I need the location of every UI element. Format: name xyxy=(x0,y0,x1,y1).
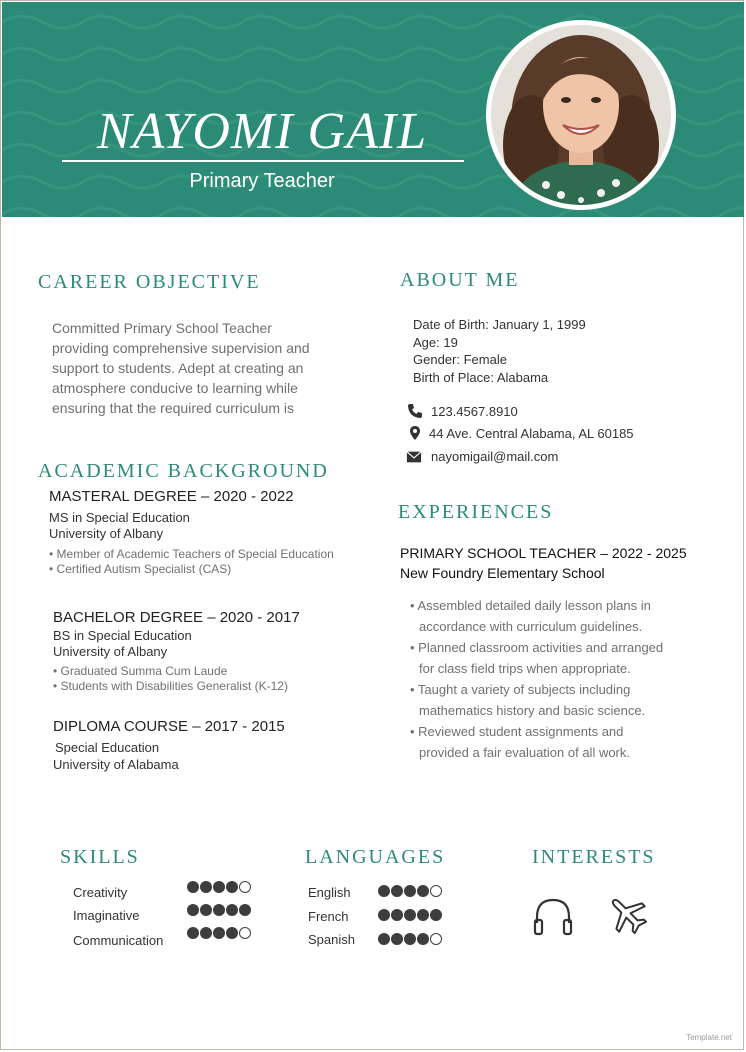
degree-school: University of Albany xyxy=(53,644,168,659)
about-dob: Date of Birth: January 1, 1999 xyxy=(413,317,586,332)
address: 44 Ave. Central Alabama, AL 60185 xyxy=(429,426,634,441)
rating-dot-filled xyxy=(200,927,212,939)
skill-label: Imaginative xyxy=(73,908,140,923)
degree-school: University of Alabama xyxy=(53,757,179,772)
about-birthplace: Birth of Place: Alabama xyxy=(413,370,549,385)
location-pin-icon xyxy=(407,425,423,441)
name-divider xyxy=(62,160,464,162)
language-rating xyxy=(378,933,442,945)
rating-dot-empty xyxy=(430,885,442,897)
language-rating xyxy=(378,909,442,921)
degree-bullet: • Students with Disabilities Generalist (K-12) xyxy=(53,679,288,693)
airplane-icon xyxy=(606,893,648,935)
degree-field: Special Education xyxy=(55,740,160,755)
rating-dot-filled xyxy=(417,885,429,897)
rating-dot-filled xyxy=(213,881,225,893)
career-objective-heading: CAREER OBJECTIVE xyxy=(38,271,261,293)
rating-dot-filled xyxy=(213,904,225,916)
experiences-heading: EXPERIENCES xyxy=(398,501,554,523)
rating-dot-filled xyxy=(226,881,238,893)
language-label: English xyxy=(308,885,351,900)
degree-field: MS in Special Education xyxy=(49,510,190,525)
job-title: Primary Teacher xyxy=(189,170,335,192)
experience-line: provided a fair evaluation of all work. xyxy=(419,745,631,760)
degree-title: DIPLOMA COURSE – 2017 - 2015 xyxy=(53,718,285,735)
language-rating xyxy=(378,885,442,897)
about-heading: ABOUT ME xyxy=(400,269,520,291)
degree-school: University of Albany xyxy=(49,526,164,541)
person-name: NAYOMI GAIL xyxy=(96,103,428,160)
skill-rating xyxy=(187,904,251,916)
rating-dot-filled xyxy=(200,904,212,916)
degree-title: MASTERAL DEGREE – 2020 - 2022 xyxy=(49,488,294,505)
experience-line: • Reviewed student assignments and xyxy=(410,724,624,739)
skill-rating xyxy=(187,881,251,893)
career-objective-text xyxy=(52,318,352,418)
rating-dot-filled xyxy=(404,909,416,921)
objective-line: support to students. Adept at creating an xyxy=(52,360,304,376)
envelope-icon xyxy=(406,449,422,465)
language-label: French xyxy=(308,909,349,924)
rating-dot-filled xyxy=(226,927,238,939)
skills-heading: SKILLS xyxy=(60,846,140,868)
rating-dot-filled xyxy=(417,909,429,921)
rating-dot-filled xyxy=(378,933,390,945)
degree-field: BS in Special Education xyxy=(53,628,192,643)
experience-line: for class field trips when appropriate. xyxy=(419,661,631,676)
headphones-icon xyxy=(532,895,574,937)
profile-photo xyxy=(486,20,676,210)
experience-title: PRIMARY SCHOOL TEACHER – 2022 - 2025 xyxy=(400,545,687,561)
rating-dot-filled xyxy=(391,885,403,897)
rating-dot-filled xyxy=(404,933,416,945)
rating-dot-filled xyxy=(187,927,199,939)
objective-line: Committed Primary School Teacher xyxy=(52,320,272,336)
portrait-image xyxy=(491,25,671,205)
degree-bullet: • Graduated Summa Cum Laude xyxy=(53,664,228,678)
rating-dot-empty xyxy=(239,927,251,939)
interests-heading: INTERESTS xyxy=(532,846,656,868)
degree-title: BACHELOR DEGREE – 2020 - 2017 xyxy=(53,609,300,626)
experience-line: • Taught a variety of subjects including xyxy=(410,682,631,697)
experience-line: • Planned classroom activities and arranged xyxy=(410,640,664,655)
rating-dot-filled xyxy=(391,909,403,921)
watermark: Template.net xyxy=(686,1033,732,1042)
rating-dot-filled xyxy=(226,904,238,916)
objective-line: atmosphere conducive to learning while xyxy=(52,380,298,396)
objective-line: ensuring that the required curriculum is xyxy=(52,400,295,416)
languages-heading: LANGUAGES xyxy=(305,846,446,868)
degree-bullet: • Certified Autism Specialist (CAS) xyxy=(49,562,232,576)
phone-number: 123.4567.8910 xyxy=(431,404,518,419)
experience-company: New Foundry Elementary School xyxy=(400,565,605,581)
rating-dot-filled xyxy=(187,881,199,893)
rating-dot-empty xyxy=(239,881,251,893)
rating-dot-filled xyxy=(239,904,251,916)
rating-dot-filled xyxy=(430,909,442,921)
experience-line: mathematics history and basic science. xyxy=(419,703,646,718)
skill-rating xyxy=(187,927,251,939)
email-address: nayomigail@mail.com xyxy=(431,449,559,464)
about-gender: Gender: Female xyxy=(413,352,507,367)
skill-label: Communication xyxy=(73,933,164,948)
experience-line: • Assembled detailed daily lesson plans in xyxy=(410,598,651,613)
degree-bullet: • Member of Academic Teachers of Special Education xyxy=(49,547,334,561)
rating-dot-filled xyxy=(391,933,403,945)
about-age: Age: 19 xyxy=(413,335,458,350)
phone-icon xyxy=(407,403,423,419)
language-label: Spanish xyxy=(308,932,355,947)
rating-dot-filled xyxy=(200,881,212,893)
rating-dot-filled xyxy=(213,927,225,939)
experience-line: accordance with curriculum guidelines. xyxy=(419,619,643,634)
rating-dot-filled xyxy=(417,933,429,945)
objective-line: providing comprehensive supervision and xyxy=(52,340,310,356)
rating-dot-empty xyxy=(430,933,442,945)
rating-dot-filled xyxy=(187,904,199,916)
academic-heading: ACADEMIC BACKGROUND xyxy=(38,460,329,482)
rating-dot-filled xyxy=(404,885,416,897)
rating-dot-filled xyxy=(378,909,390,921)
rating-dot-filled xyxy=(378,885,390,897)
skill-label: Creativity xyxy=(73,885,128,900)
